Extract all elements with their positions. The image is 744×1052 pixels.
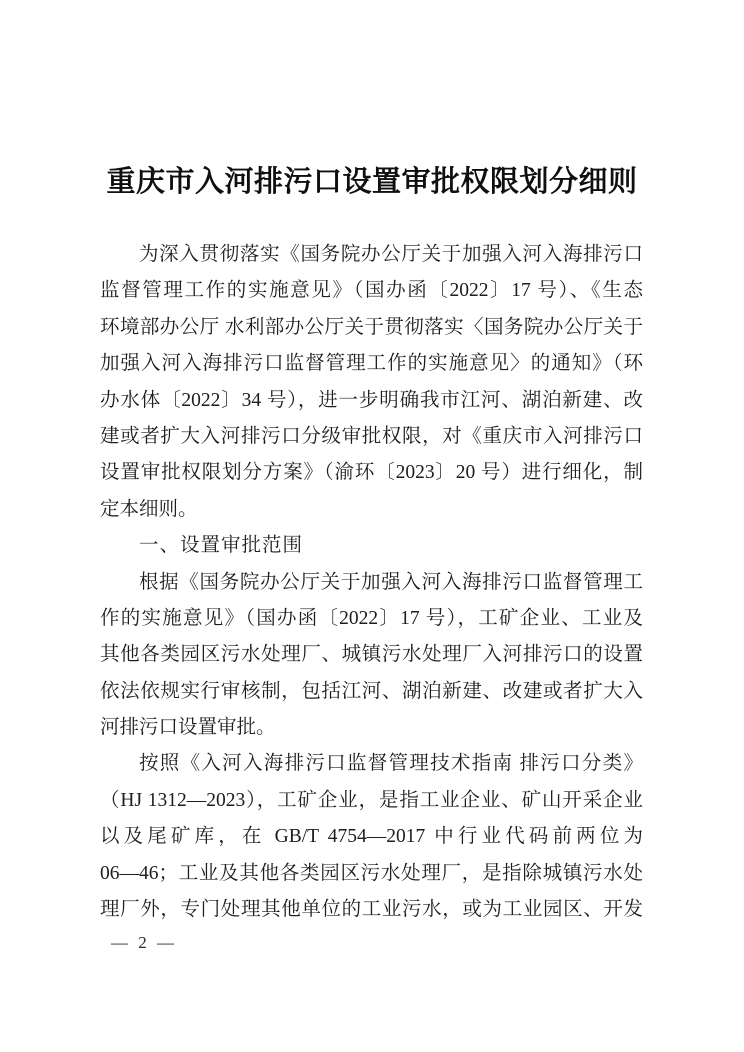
text-line: 其他各类园区污水处理厂、城镇污水处理厂入河排污口的设置 xyxy=(100,644,643,666)
text-line: 06—46；工业及其他各类园区污水处理厂，是指除城镇污水处 xyxy=(100,862,643,884)
section-heading: 一、设置审批范围 xyxy=(139,535,304,557)
text-line: 按照《入河入海排污口监督管理技术指南 排污口分类》 xyxy=(139,753,643,775)
document-title: 重庆市入河排污口设置审批权限划分细则 xyxy=(106,166,638,198)
text-line: 设置审批权限划分方案》（渝环〔2023〕20 号）进行细化，制 xyxy=(100,462,643,484)
text-line: 建或者扩大入河排污口分级审批权限，对《重庆市入河排污口 xyxy=(100,425,643,447)
document-body xyxy=(100,237,643,928)
text-line: 河排污口设置审批。 xyxy=(100,717,276,739)
text-line: 办水体〔2022〕34 号），进一步明确我市江河、湖泊新建、改 xyxy=(100,389,643,411)
text-line: 监督管理工作的实施意见》（国办函〔2022〕17 号）、《生态 xyxy=(100,280,643,302)
text-line: （HJ 1312—2023），工矿企业，是指工业企业、矿山开采企业 xyxy=(100,789,643,811)
text-line: 以及尾矿库，在 GB/T 4754—2017 中行业代码前两位为 xyxy=(100,826,643,848)
text-line: 依法依规实行审核制，包括江河、湖泊新建、改建或者扩大入 xyxy=(100,680,643,702)
text-line: 定本细则。 xyxy=(100,498,198,520)
text-line: 加强入河入海排污口监督管理工作的实施意见〉的通知》（环 xyxy=(100,353,643,375)
text-line: 理厂外，专门处理其他单位的工业污水，或为工业园区、开发 xyxy=(100,899,643,921)
page-number: — 2 — xyxy=(111,933,177,952)
text-line: 环境部办公厅 水利部办公厅关于贯彻落实〈国务院办公厅关于 xyxy=(100,316,643,338)
text-line: 作的实施意见》（国办函〔2022〕17 号），工矿企业、工业及 xyxy=(100,607,643,629)
text-line: 为深入贯彻落实《国务院办公厅关于加强入河入海排污口 xyxy=(139,244,643,265)
text-line: 根据《国务院办公厅关于加强入河入海排污口监督管理工 xyxy=(139,571,643,593)
